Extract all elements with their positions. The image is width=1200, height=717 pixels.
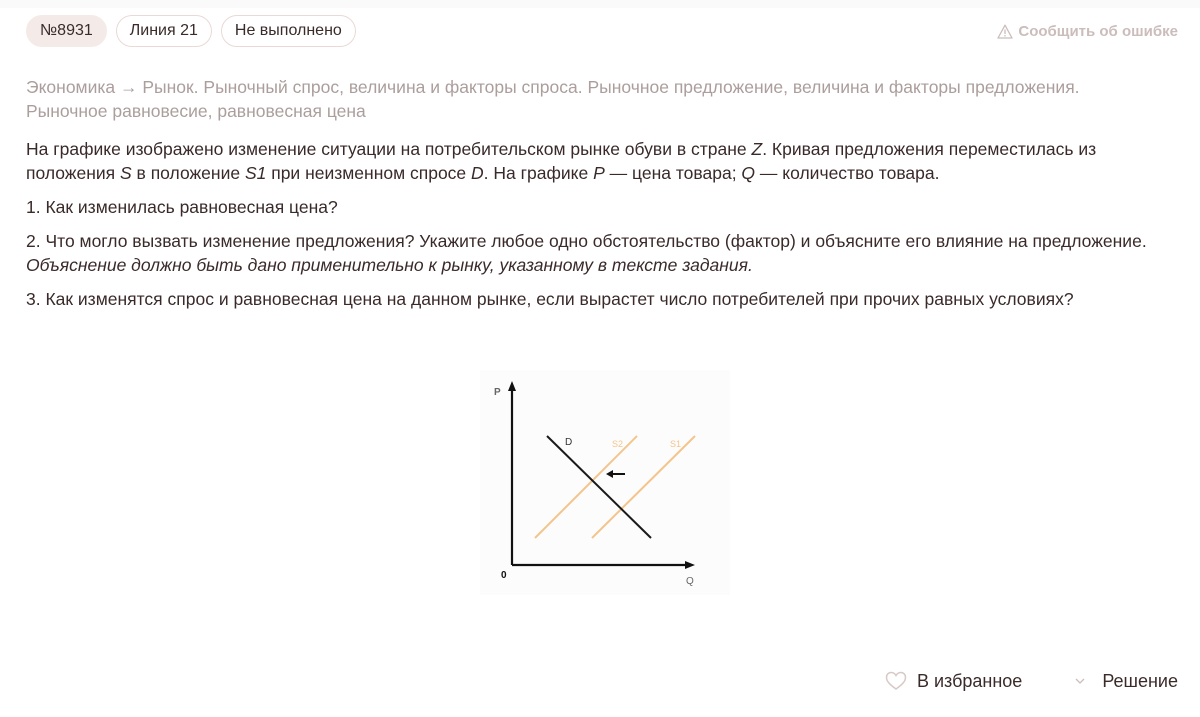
- report-error-label: Сообщить об ошибке: [1018, 22, 1178, 40]
- add-to-favorites-button[interactable]: [885, 671, 1022, 692]
- question-2: 2. Что могло вызвать изменение предложения? Укажите любое одно обстоятельство (фактор) и объясните его влияние на предложение. Объяснение должно быть дано применительно к рынку, указанному в тексте задания.: [26, 231, 1147, 275]
- demand-label: D: [565, 437, 573, 448]
- supply1-label: S1: [670, 439, 682, 449]
- task-intro: На графике изображено изменение ситуации на потребительском рынке обуви в стране Z. Кривая предложения переместилась из положения S в положение S1 при неизменном спросе D. На графике P — цена товара; Q — количество товара.: [26, 139, 1097, 183]
- question-3: 3. Как изменятся спрос и равновесная цена на данном рынке, если вырастет число потребителей при прочих равных условиях?: [26, 289, 1074, 309]
- x-axis-label: Q: [686, 576, 694, 587]
- favorites-label: В избранное: [916, 670, 1023, 691]
- solution-label: Решение: [1102, 670, 1178, 691]
- task-header: [26, 15, 1178, 47]
- question-1: 1. Как изменилась равновесная цена?: [26, 197, 338, 217]
- task-text: [26, 137, 1176, 321]
- warning-triangle-icon: [997, 24, 1013, 39]
- supply-demand-graph: [480, 370, 730, 595]
- task-number-badge: №8931: [26, 15, 107, 47]
- origin-label: 0: [501, 570, 507, 581]
- supply2-label: S2: [612, 439, 624, 449]
- report-error-link[interactable]: [997, 23, 1178, 40]
- show-solution-button[interactable]: [1074, 671, 1178, 692]
- status-badge: Не выполнено: [221, 15, 356, 47]
- topic-breadcrumb: Экономика → Рынок. Рыночный спрос, величина и факторы спроса. Рыночное предложение, величина и факторы предложения. Рыночное равновесие, равновесная цена: [26, 77, 1080, 121]
- chevron-down-icon: [1074, 677, 1086, 685]
- shift-left-arrow-icon: [606, 470, 613, 478]
- line-badge[interactable]: Линия 21: [116, 15, 212, 47]
- y-axis-label: P: [494, 387, 501, 398]
- heart-icon: [885, 671, 907, 691]
- top-strip: [0, 0, 1200, 8]
- task-footer: [885, 666, 1178, 696]
